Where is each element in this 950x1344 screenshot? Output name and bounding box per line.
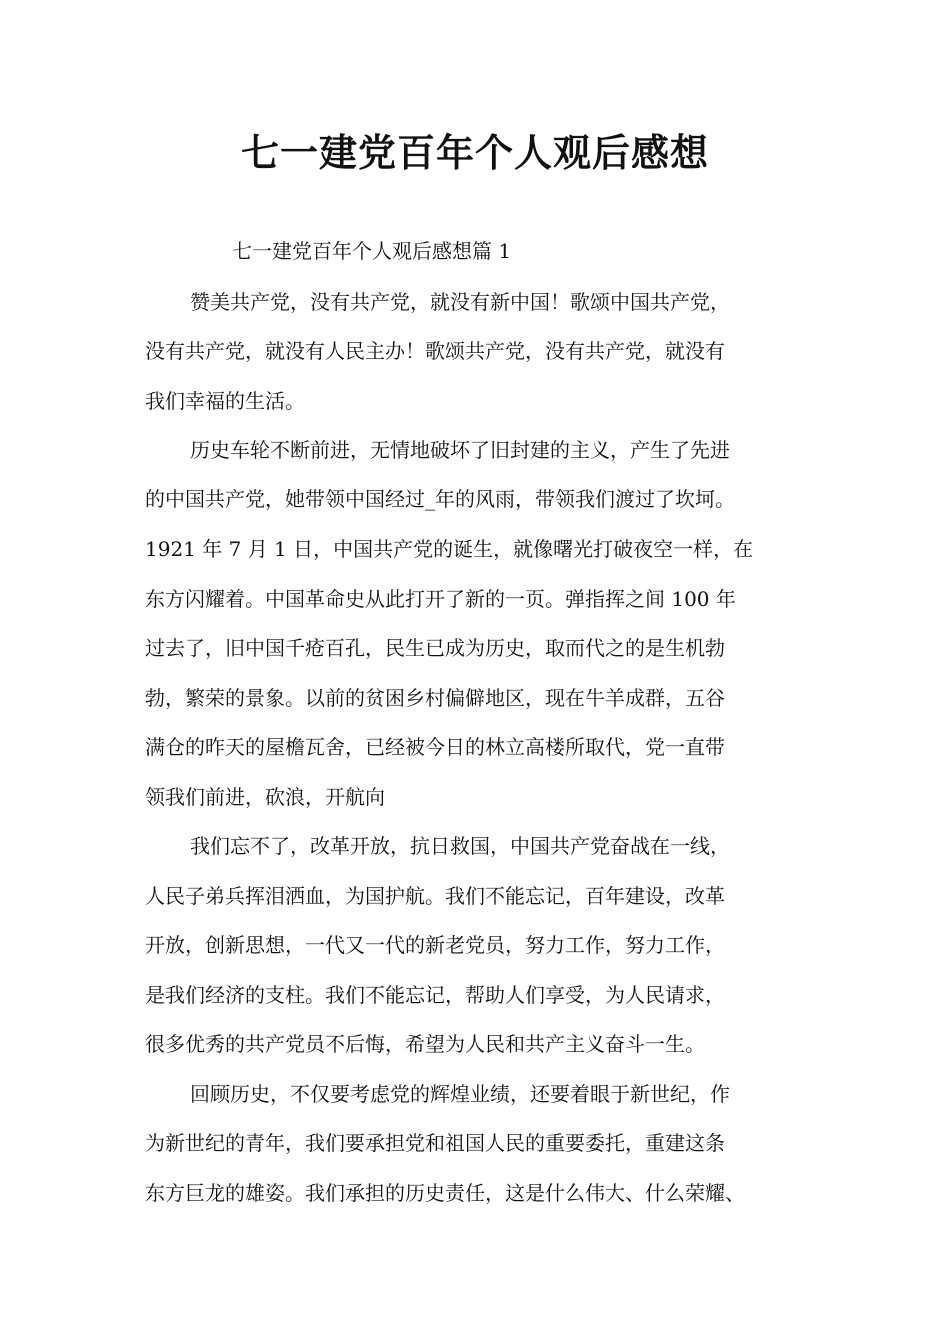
paragraph-line: 我们幸福的生活。 bbox=[145, 389, 305, 413]
paragraph-line: 很多优秀的共产党员不后悔，希望为人民和共产主义奋斗一生。 bbox=[145, 1032, 705, 1056]
paragraph-line: 开放，创新思想，一代又一代的新老党员，努力工作，努力工作， bbox=[145, 933, 725, 957]
paragraph-line: 是我们经济的支柱。我们不能忘记，帮助人们享受，为人民请求， bbox=[145, 983, 725, 1007]
paragraph-line: 人民子弟兵挥泪洒血，为国护航。我们不能忘记，百年建设，改革 bbox=[145, 884, 725, 908]
paragraph-line: 东方闪耀着。中国革命史从此打开了新的一页。弹指挥之间 100 年 bbox=[145, 587, 736, 611]
section-heading: 七一建党百年个人观后感想篇 1 bbox=[232, 239, 512, 263]
paragraph-line: 满仓的昨天的屋檐瓦舍，已经被今日的林立高楼所取代，党一直带 bbox=[145, 735, 725, 759]
paragraph-line: 过去了，旧中国千疮百孔，民生已成为历史，取而代之的是生机勃 bbox=[145, 636, 725, 660]
paragraph-line: 东方巨龙的雄姿。我们承担的历史责任，这是什么伟大、什么荣耀、 bbox=[145, 1181, 745, 1205]
paragraph-line: 勃，繁荣的景象。以前的贫困乡村偏僻地区，现在牛羊成群，五谷 bbox=[145, 686, 725, 710]
paragraph-line: 赞美共产党，没有共产党，就没有新中国！歌颂中国共产党， bbox=[190, 290, 730, 314]
paragraph-line: 回顾历史，不仅要考虑党的辉煌业绩，还要着眼于新世纪，作 bbox=[190, 1082, 730, 1106]
paragraph-line: 我们忘不了，改革开放，抗日救国，中国共产党奋战在一线， bbox=[190, 834, 730, 858]
paragraph-line: 的中国共产党，她带领中国经过_年的风雨，带领我们渡过了坎坷。 bbox=[145, 487, 735, 511]
paragraph-line: 为新世纪的青年，我们要承担党和祖国人民的重要委托，重建这条 bbox=[145, 1131, 725, 1155]
paragraph-line: 领我们前进，砍浪，开航向 bbox=[145, 785, 385, 809]
paragraph-line: 历史车轮不断前进，无情地破坏了旧封建的主义，产生了先进 bbox=[190, 438, 730, 462]
page-title: 七一建党百年个人观后感想 bbox=[240, 131, 709, 175]
paragraph-line: 没有共产党，就没有人民主办！歌颂共产党，没有共产党，就没有 bbox=[145, 339, 725, 363]
paragraph-line: 1921 年 7 月 1 日，中国共产党的诞生，就像曙光打破夜空一样，在 bbox=[145, 537, 754, 561]
